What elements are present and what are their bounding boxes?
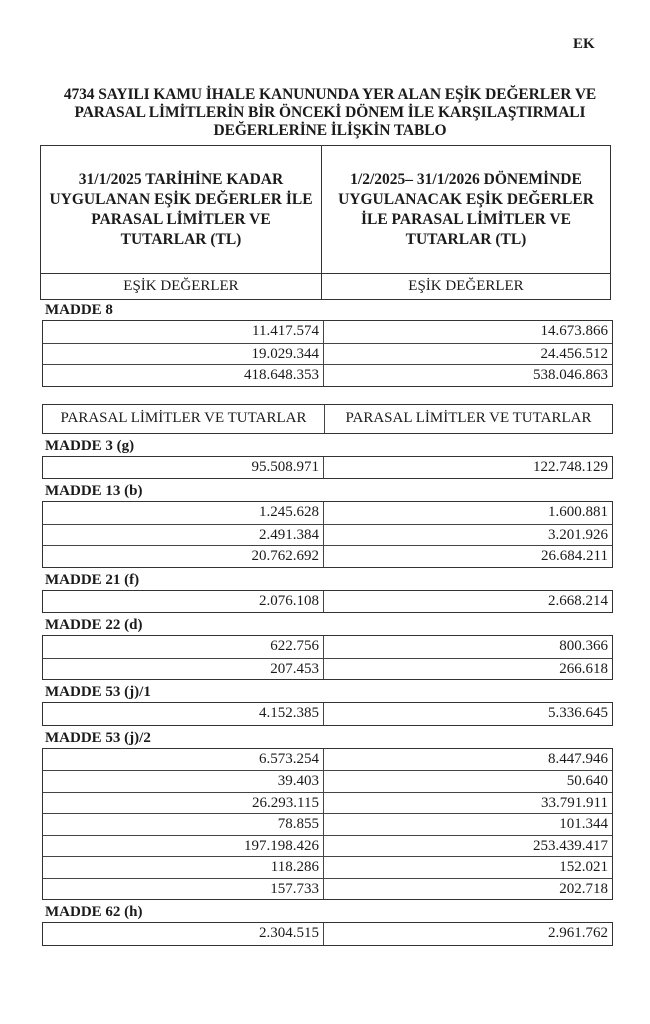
- spacer: [42, 389, 613, 404]
- values-table: [42, 635, 613, 680]
- new-value: 24.456.512: [540, 345, 608, 362]
- old-value: 19.029.344: [43, 344, 324, 365]
- new-value: 26.684.211: [541, 548, 608, 564]
- old-value: 207.453: [43, 659, 324, 680]
- table-row: [43, 502, 612, 524]
- subheader-old: EŞİK DEĞERLER: [41, 274, 322, 299]
- new-value: 101.344: [559, 816, 608, 832]
- values-table: [42, 748, 613, 901]
- old-value: 20.762.692: [43, 546, 324, 567]
- new-value: 50.640: [566, 773, 608, 789]
- header-line: TUTARLAR (TL): [120, 230, 242, 248]
- old-value: 26.293.115: [43, 793, 324, 814]
- values-table: [42, 922, 613, 946]
- values-table: [42, 702, 613, 726]
- subheader-new: EŞİK DEĞERLER: [408, 278, 524, 294]
- new-value: 2.961.762: [548, 925, 608, 941]
- new-value: 3.201.926: [548, 526, 608, 543]
- title-line: DEĞERLERİNE İLİŞKİN TABLO: [213, 122, 447, 139]
- header-line: İLE PARASAL LİMİTLER VE: [360, 210, 571, 228]
- table-row: [43, 835, 612, 857]
- new-value: 1.600.881: [548, 504, 608, 520]
- values-table: [42, 320, 613, 387]
- sections-container: [42, 300, 613, 948]
- old-value: 6.573.254: [43, 749, 324, 771]
- header-line: TUTARLAR (TL): [405, 230, 527, 248]
- header-line: 1/2/2025– 31/1/2026 DÖNEMİNDE: [350, 170, 582, 188]
- section-title: MADDE 3 (g): [45, 437, 135, 454]
- new-value: 538.046.863: [533, 367, 608, 383]
- section-title: MADDE 21 (f): [45, 571, 140, 588]
- new-value: 5.336.645: [548, 705, 608, 721]
- table-row: [43, 636, 612, 658]
- section-title: MADDE 53 (j)/2: [45, 729, 151, 746]
- header-line: UYGULANACAK EŞİK DEĞERLER: [338, 190, 594, 208]
- old-value: 2.304.515: [43, 923, 324, 945]
- table-row: [43, 457, 612, 479]
- old-value: 622.756: [43, 636, 324, 658]
- limits-header-old: PARASAL LİMİTLER VE TUTARLAR: [43, 405, 325, 433]
- section-title: MADDE 53 (j)/1: [45, 684, 151, 700]
- old-value: 418.648.353: [43, 365, 324, 386]
- table-row: [43, 749, 612, 771]
- table-row: [43, 792, 612, 814]
- new-value: 266.618: [559, 660, 608, 677]
- document-title: [20, 86, 640, 140]
- new-value: 122.748.129: [533, 458, 608, 475]
- new-value: 8.447.946: [548, 750, 608, 767]
- section-title: MADDE 13 (b): [45, 483, 143, 499]
- header-line: 31/1/2025 TARİHİNE KADAR: [78, 170, 284, 188]
- old-value: 157.733: [43, 879, 324, 900]
- old-value: 1.245.628: [43, 502, 324, 524]
- table-row: [43, 364, 612, 386]
- new-value: 152.021: [559, 859, 608, 875]
- table-row: [43, 321, 612, 343]
- header-old-period: [41, 146, 322, 273]
- header-line: PARASAL LİMİTLER VE: [91, 210, 271, 228]
- old-value: 2.491.384: [43, 525, 324, 546]
- header-line: UYGULANAN EŞİK DEĞERLER İLE: [49, 190, 313, 208]
- limits-header: [42, 404, 613, 434]
- header-new-period: [322, 146, 610, 273]
- title-line: PARASAL LİMİTLERİN BİR ÖNCEKİ DÖNEM İLE KARŞILAŞTIRMALI: [74, 104, 586, 121]
- old-value: 78.855: [43, 814, 324, 835]
- comparison-table-header: [40, 145, 611, 300]
- title-line: 4734 SAYILI KAMU İHALE KANUNUNDA YER ALAN EŞİK DEĞERLER VE: [63, 86, 597, 103]
- old-value: 95.508.971: [43, 457, 324, 479]
- table-row: [43, 856, 612, 878]
- old-value: 197.198.426: [43, 836, 324, 857]
- section-title: MADDE 62 (h): [45, 904, 143, 920]
- new-value: 253.439.417: [533, 837, 608, 854]
- section-title: MADDE 22 (d): [45, 617, 143, 633]
- table-row: [43, 545, 612, 567]
- limits-header-new: PARASAL LİMİTLER VE TUTARLAR: [345, 410, 592, 426]
- new-value: 800.366: [559, 638, 608, 654]
- table-row: [43, 923, 612, 945]
- table-row: [43, 878, 612, 900]
- old-value: 2.076.108: [43, 591, 324, 613]
- new-value: 202.718: [559, 880, 608, 897]
- annex-label: EK: [573, 36, 595, 52]
- table-row: [43, 343, 612, 365]
- values-table: [42, 456, 613, 480]
- old-value: 11.417.574: [43, 321, 324, 343]
- new-value: 2.668.214: [548, 592, 608, 609]
- values-table: [42, 501, 613, 568]
- table-row: [43, 813, 612, 835]
- table-row: [43, 658, 612, 680]
- table-row: [43, 770, 612, 792]
- old-value: 39.403: [43, 771, 324, 792]
- table-row: [43, 703, 612, 725]
- values-table: [42, 590, 613, 614]
- new-value: 14.673.866: [540, 323, 608, 339]
- old-value: 4.152.385: [43, 703, 324, 725]
- new-value: 33.791.911: [541, 794, 608, 811]
- table-row: [43, 591, 612, 613]
- table-row: [43, 524, 612, 546]
- section-title: MADDE 8: [45, 302, 113, 318]
- old-value: 118.286: [43, 857, 324, 878]
